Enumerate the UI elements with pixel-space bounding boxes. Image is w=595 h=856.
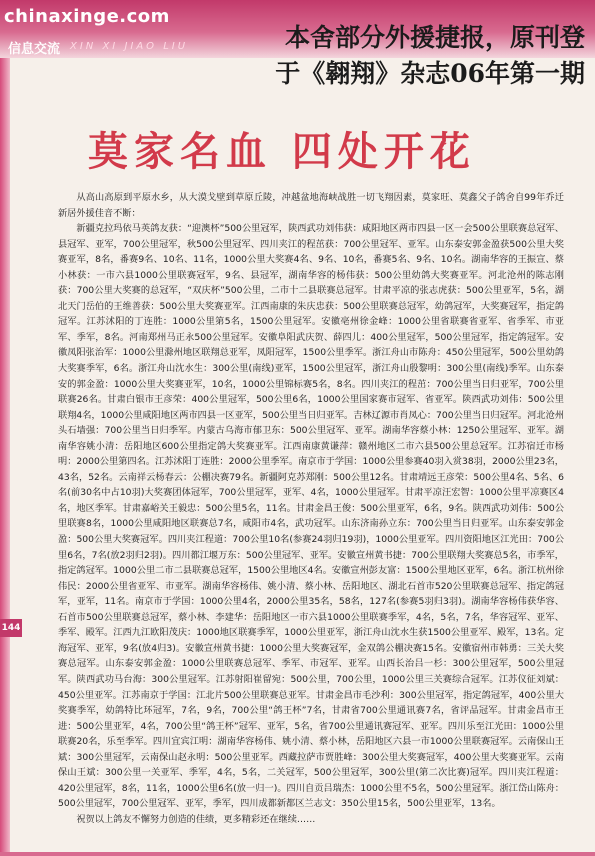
- article-intro: 从高山高原到平原水乡，从大漠戈壁到草原丘陵，冲越盆地海峡战胜一切飞翔因素，莫家旺、莫鑫父子鸽舍自99年乔迁新居外援佳音不断：: [58, 192, 564, 219]
- article-closing: 祝贺以上鸽友不懈努力创造的佳绩，更多精彩还在继续……: [76, 813, 316, 825]
- column-name: 信息交流: [8, 42, 61, 57]
- article-headline: 莫家名血 四处开花: [88, 128, 476, 175]
- left-decorative-strip: [0, 58, 10, 856]
- bottom-decorative-strip: [0, 852, 595, 856]
- article-results: 新疆克拉玛依马英鸽友获：“迎澳杯”500公里冠军，陕西武功刘伟获：咸阳地区两市四县一区一会500公里联赛总冠军、县冠军、亚军，700公里冠军，秋500公里冠军、四川夹江的程茁获：700公里冠军、亚军。山东泰安郭金盈获500公里大奖赛亚军，8名，番赛9名、10名、11名，1000公里大奖赛4名、9名、10名，番赛5名、9名、10名。湖南华容的王振宣、蔡小林获：一市六县1000公里联赛冠军，9名、县冠军，湖南华容的杨伟获：500公里幼鸽大奖赛亚军。河北沧州的陈志刚获：700公里大奖赛的总冠军，“双庆杯”500公里，二市十二县联赛总冠军。甘肃平凉的张志虎获：500公里亚军，5名，湖北天门岳伯的王维善获：500公里大奖赛亚军。江西南康的朱庆忠获：500公里联赛总冠军，幼鸽冠军，大奖赛冠军，指定鸽冠军。江苏沭阳的丁连胜：1000公里第5名，1500公里冠军。安徽亳州徐金峰：1000公里省联赛省亚军、省季军、市亚军、季军，8名。河南郑州马正永500公里冠军。安徽阜阳武庆贺、薛四儿：400公里冠军，500公里冠军，指定鸽冠军。安徽凤阳张治军：1000公里滁州地区联翔总亚军，凤阳冠军，1500公里季军。浙江舟山市陈舟：450公里冠军，500公里幼鸽大奖赛季军，6名。浙江舟山沈水生：300公里(南线)亚军，1500公里冠军，浙江舟山殷黎明：300公里(南线)季军。山东泰安的郭金盈：1000公里大奖赛亚军，10名，1000公里锦标赛5名，8名。四川夹江的程茁：700公里当日归亚军，700公里联赛26名。甘肃白银市王彦荣：400公里冠军，500公里6名，1000公里国家赛市冠军、省亚军。陕西武功刘伟：500公里联翔4名，1000公里咸阳地区两市四县一区亚军，500公里当日归亚军。吉林辽源市肖凤心：700公里当日归冠军。河北沧州头石墙强：700公里当日归季军。内蒙古乌海市郁卫东：500公里冠军、亚军。湖南华容蔡小林：1250公里冠军、亚军。湖南华容姚小清：岳阳地区600公里指定鸽大奖赛亚军。江西南康黄谦萍：赣州地区二市六县500公里总冠军。江苏宿迁市杨明：2000公里第四名。江苏沭阳丁连胜：2000公里季军。南京市于学国：1000公里参赛40羽入赏38羽，2000公里23名，43名，52名。云南祥云杨春云：公棚决赛79名。新疆阿克苏郑刚：500公里12名。甘肃靖远王彦荣：500公里4名、5名、6名(前30名中占10羽)大奖赛团体冠军，700公里冠军，亚军、4名，1000公里冠军。甘肃平凉汪宏智：1000公里平凉赛区4名，地区季军。甘肃嘉峪关王毅忠：500公里5名，11名。甘肃金昌王俊：500公里亚军，6名，9名。陕西武功刘伟：500公里联赛8名，1000公里咸阳地区联赛总7名，咸阳市4名，武功冠军。山东济南孙立东：700公里当日归亚军。山东泰安郭金盈：500公里大奖赛冠军。四川夹江程道：700公里10名(参赛24羽归19羽)，1000公里亚军。四川资阳地区江光田：700公里6名，7名(放2羽归2羽)。四川都江堰万东：500公里冠军、亚军。安徽宣州黄书捷：700公里联翔大奖赛总5名，市季军，指定鸽冠军。1000公里二市二县联赛总冠军，1500公里地区4名。安徽宣州彭友富：1500公里地区亚军，6名。浙江杭州徐伟民：2000公里省亚军、市亚军。湖南华容杨伟、姚小清、蔡小林、岳阳地区、湖北石首市520公里联赛总冠军、指定鸽冠军，亚军，11名。南京市于学国：1000公里4名，2000公里35名，58名，127名(参赛5羽归3羽)。湖南华容杨伟获华容、石首市500公里联赛总冠军，蔡小林、李建华：岳阳地区一市六县1000公里联赛季军，4名，5名，7名，华容冠军、亚军、季军、殿军。江西九江欧阳茂庆：1000地区联赛季军，1000公里亚军，浙江舟山沈水生获1500公里亚军、殿军，13名。定海冠军、亚军，9名(放4归3)。安徽宣州黄书捷：1000公里大奖赛冠军，金双鸽公棚决赛15名。安徽宿州市韩勇：三关大奖赛总冠军。山东泰安郭金盈：1000公里联赛总冠军、季军、市冠军、亚军。山西长治吕一杉：300公里冠军，500公里冠军。陕西武功马台海：300公里冠军。江苏射阳崔留宛：500公里，700公里，1000公里三关赛综合冠军。江苏仪征刘斌：450公里亚军。江苏南京于学国：江北片500公里联赛总亚军。甘肃金昌市毛沙利：300公里冠军，指定鸽冠军，400公里大奖赛季军，幼鸽特比环冠军，7名，9名，700公里“鸽王杯”7名，甘肃省700公里通讯赛7名，省评品冠军。甘肃金昌市王进：500公里亚军，4名，700公里“鸽王杯”冠军、亚军，5名，省700公里通讯赛冠军、亚军。四川乐至江光田：1000公里联赛20名，乐至季军。四川宜宾江明：湖南华容杨伟、姚小清、蔡小林，岳阳地区六县一市1000公里联赛冠军。云南保山王斌：300公里冠军，云南保山赵永明：500公里亚军。西藏拉萨市贾胜峰：300公里大奖赛冠军，400公里大奖赛亚军。云南保山王斌：300公里一关亚军、季军，4名，5名，二关冠军，500公里冠军，300公里(第二次比赛)冠军。四川夹江程道：420公里冠军，8名，11名，1000公里6名(放一归一)。四川自贡吕瑞杰：1000公里不5名，500公里冠军。浙江岱山陈舟：500公里冠军，700公里冠军、亚军，季军，四川成都新都区兰志文：350公里15名，500公里亚军，13名。: [58, 223, 564, 810]
- column-pinyin: XIN XI JIAO LIU: [70, 41, 189, 52]
- page-number: 144: [0, 619, 22, 637]
- site-watermark: chinaxinge.com: [4, 6, 170, 27]
- overlay-caption: [275, 20, 585, 92]
- overlay-caption-line-1: 本舍部分外援捷报，原刊登: [284, 23, 585, 52]
- article-body: [58, 190, 564, 827]
- overlay-caption-line-2: 于《翱翔》杂志06年第一期: [275, 59, 585, 88]
